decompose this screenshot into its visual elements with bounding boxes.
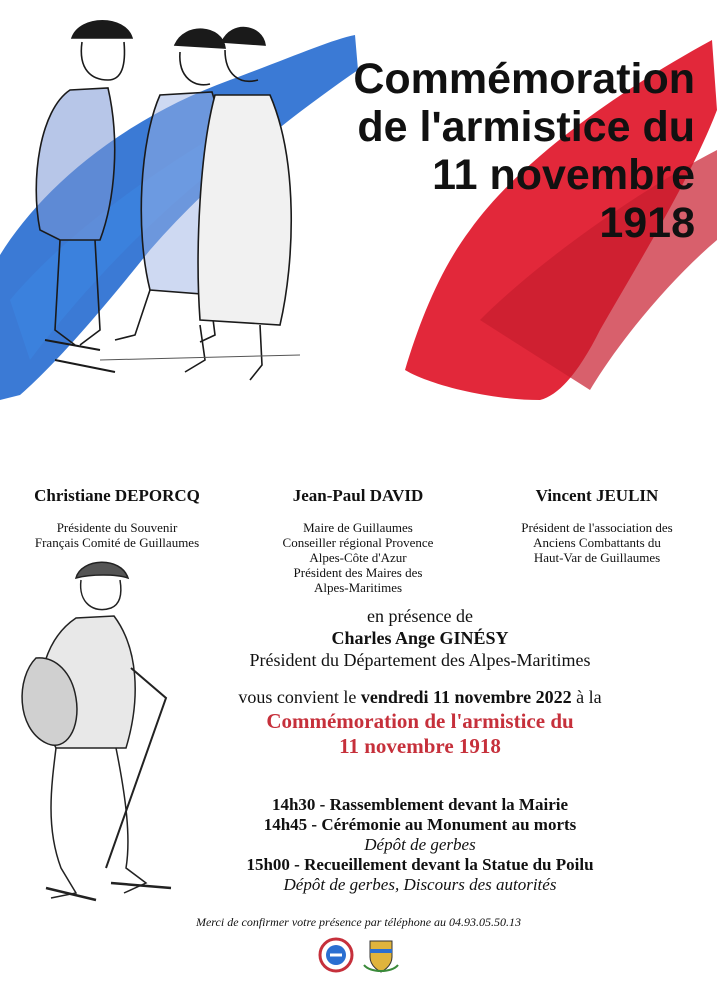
rsvp-note: Merci de confirmer votre présence par téléphone au 04.93.05.50.13	[195, 915, 522, 929]
official-name: Jean-Paul DAVID	[292, 486, 424, 505]
official-role: Présidente du Souvenir Français Comité de Guillaumes	[34, 520, 200, 550]
official-card	[2, 486, 232, 550]
schedule	[190, 795, 650, 895]
official-role: Maire de Guillaumes Conseiller régional Provence Alpes-Côte d'Azur Président des Maires des Alpes-Maritimes	[282, 520, 434, 595]
official-name: Christiane DEPORCQ	[34, 486, 200, 505]
official-card	[243, 486, 473, 595]
event-title	[190, 709, 650, 759]
title-line: Commémoration	[353, 55, 695, 103]
official-card	[482, 486, 712, 565]
page-title	[275, 55, 695, 247]
schedule-item: 14h30 - Rassemblement devant la Mairie	[271, 795, 569, 814]
event-title-line: 11 novembre 1918	[339, 734, 501, 758]
invitation-line	[190, 686, 650, 708]
schedule-item: 14h45 - Cérémonie au Monument au morts	[263, 815, 577, 834]
presence-block	[190, 605, 650, 671]
souvenir-francais-logo	[320, 939, 352, 971]
title-line: 1918	[599, 199, 695, 247]
guest-name: Charles Ange GINÉSY	[331, 628, 509, 648]
official-name: Vincent JEULIN	[535, 486, 659, 505]
schedule-subitem: Dépôt de gerbes	[364, 835, 476, 854]
invitation-date: vendredi 11 novembre 2022	[360, 687, 572, 707]
guest-role: Président du Département des Alpes-Maritimes	[249, 650, 591, 670]
schedule-subitem: Dépôt de gerbes, Discours des autorités	[283, 875, 557, 894]
invitation-prefix: vous convient le	[238, 687, 361, 707]
presence-intro: en présence de	[367, 606, 473, 626]
official-role: Président de l'association des Anciens Combattants du Haut-Var de Guillaumes	[521, 520, 673, 565]
title-line: 11 novembre	[432, 151, 695, 199]
guillaumes-coat-of-arms	[364, 941, 398, 972]
poilu-sketch	[6, 548, 196, 908]
schedule-item: 15h00 - Recueillement devant la Statue du Poilu	[246, 855, 594, 874]
invitation-suffix: à la	[571, 687, 602, 707]
title-line: de l'armistice du	[357, 103, 695, 151]
event-title-line: Commémoration de l'armistice du	[266, 709, 574, 733]
partner-logos	[318, 935, 400, 975]
